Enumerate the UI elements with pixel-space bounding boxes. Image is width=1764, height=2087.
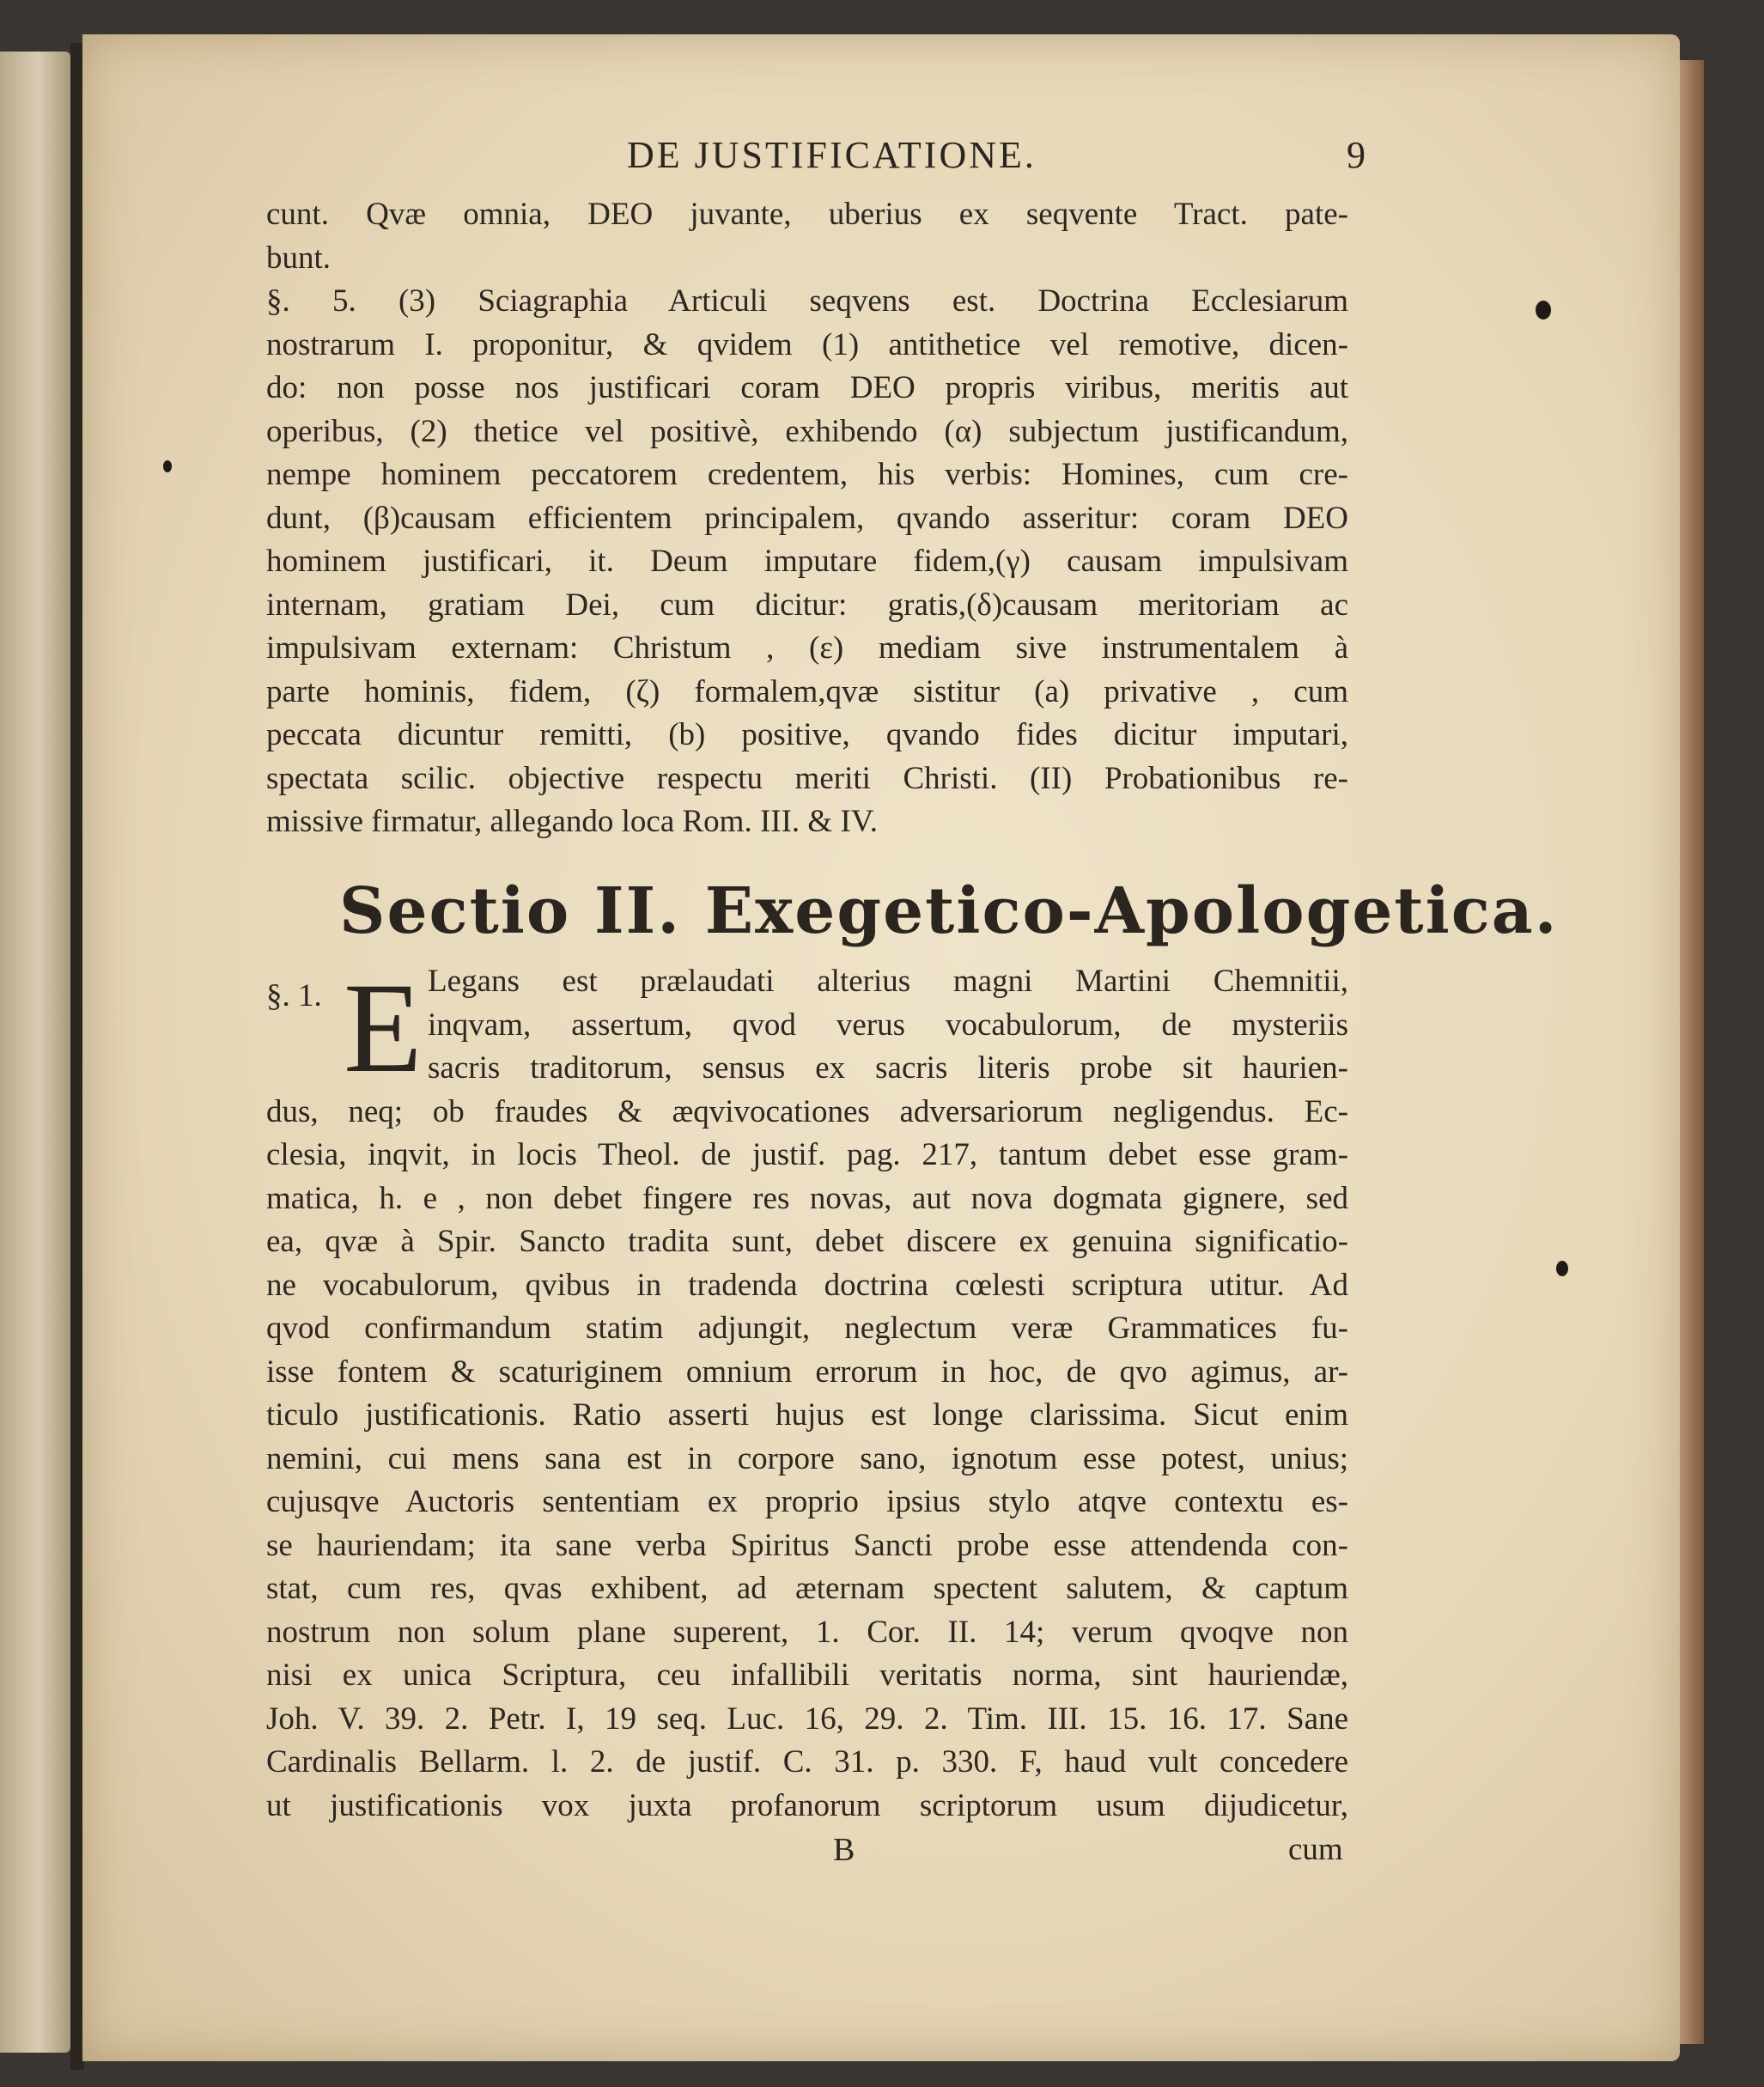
running-title: DE JUSTIFICATIONE. (627, 134, 1037, 176)
text-line: ut justificationis vox juxta profanorum scriptorum usum dijudicetur, (266, 1787, 1348, 1823)
text-line: internam, gratiam Dei, cum dicitur: gratis,(δ)causam meritoriam ac (266, 587, 1348, 623)
text-line: ticulo justificationis. Ratio asserti hujus est longe clarissima. Sicut enim (266, 1397, 1348, 1433)
previous-page-edge (0, 52, 70, 2053)
section-heading: Sectio II. Exegetico-Apologetica. (339, 874, 1559, 948)
text-line: missive firmatur, allegando loca Rom. III. & IV. (266, 804, 878, 839)
text-line: hominem justificari, it. Deum imputare fidem,(γ) causam impulsivam (266, 544, 1348, 579)
text-line: dunt, (β)causam efficientem principalem, qvando asseritur: coram DEO (266, 500, 1348, 536)
binding-hole-icon (1536, 301, 1551, 319)
page-number: 9 (1347, 134, 1366, 176)
text-line: cujusqve Auctoris sententiam ex proprio ipsius stylo atqve contextu es- (266, 1484, 1348, 1519)
text-line: bunt. (266, 240, 332, 276)
text-line: matica, h. e , non debet fingere res novas, aut nova dogmata gignere, sed (266, 1180, 1348, 1216)
text-line: impulsivam externam: Christum , (ε) mediam sive instrumentalem à (266, 630, 1348, 666)
text-line: nisi ex unica Scriptura, ceu infallibili veritatis norma, sint hauriendæ, (266, 1658, 1348, 1693)
text-line: se hauriendam; ita sane verba Spiritus Sancti probe esse attendenda con- (266, 1527, 1348, 1563)
page-right-edge (1680, 60, 1704, 2044)
signature-mark: B (833, 1832, 855, 1868)
paragraph-2 (266, 957, 1348, 1828)
text-line: stat, cum res, qvas exhibent, ad æternam spectent salutem, & captum (266, 1571, 1348, 1606)
paragraph-1 (266, 193, 1348, 844)
text-line: Legans est prælaudati alterius magni Martini Chemnitii, (428, 964, 1348, 999)
text-line: cunt. Qvæ omnia, DEO juvante, uberius ex seqvente Tract. pate- (266, 197, 1348, 232)
text-line: clesia, inqvit, in locis Theol. de justif. pag. 217, tantum debet esse gram- (266, 1137, 1348, 1172)
catchword: cum (1288, 1832, 1343, 1867)
binding-hole-icon (163, 460, 172, 472)
text-line: spectata scilic. objective respectu meriti Christi. (II) Probationibus re- (266, 760, 1348, 796)
text-line: ne vocabulorum, qvibus in tradenda doctrina cœlesti scriptura utitur. Ad (266, 1267, 1348, 1303)
text-line: parte hominis, fidem, (ζ) formalem,qvæ sistitur (a) privative , cum (266, 673, 1348, 709)
text-line: sacris traditorum, sensus ex sacris literis probe sit haurien- (428, 1050, 1348, 1086)
text-line: Cardinalis Bellarm. l. 2. de justif. C. 31. p. 330. F, haud vult concedere (266, 1744, 1348, 1780)
text-line: inqvam, assertum, qvod verus vocabulorum, de mysteriis (428, 1007, 1348, 1043)
running-head (266, 133, 1366, 185)
text-line: §. 5. (3) Sciagraphia Articuli seqvens est. Doctrina Ecclesiarum (266, 283, 1348, 319)
text-line: peccata dicuntur remitti, (b) positive, qvando fides dicitur imputari, (266, 717, 1348, 752)
text-line: isse fontem & scaturiginem omnium errorum in hoc, de qvo agimus, ar- (266, 1354, 1348, 1390)
section-mark: §. 1. (266, 978, 322, 1013)
text-line: nostrarum I. proponitur, & qvidem (1) antithetice vel remotive, dicen- (266, 326, 1348, 362)
text-line: qvod confirmandum statim adjungit, neglectum veræ Grammatices fu- (266, 1311, 1348, 1346)
binding-hole-icon (1556, 1261, 1568, 1276)
text-line: ea, qvæ à Spir. Sancto tradita sunt, debet discere ex genuina significatio- (266, 1224, 1348, 1259)
text-line: do: non posse nos justificari coram DEO propris viribus, meritis aut (266, 370, 1348, 405)
drop-cap: E (344, 957, 423, 1099)
text-line: dus, neq; ob fraudes & æqvivocationes adversariorum negligendus. Ec- (266, 1093, 1348, 1129)
text-line: nempe hominem peccatorem credentem, his verbis: Homines, cum cre- (266, 457, 1348, 492)
text-line: Joh. V. 39. 2. Petr. I, 19 seq. Luc. 16, 29. 2. Tim. III. 15. 16. 17. Sane (266, 1701, 1348, 1737)
text-line: nostrum non solum plane superent, 1. Cor. II. 14; verum qvoqve non (266, 1614, 1348, 1650)
text-line: operibus, (2) thetice vel positivè, exhibendo (α) subjectum justificandum, (266, 413, 1348, 449)
text-line: nemini, cui mens sana est in corpore sano, ignotum esse potest, unius; (266, 1440, 1348, 1476)
